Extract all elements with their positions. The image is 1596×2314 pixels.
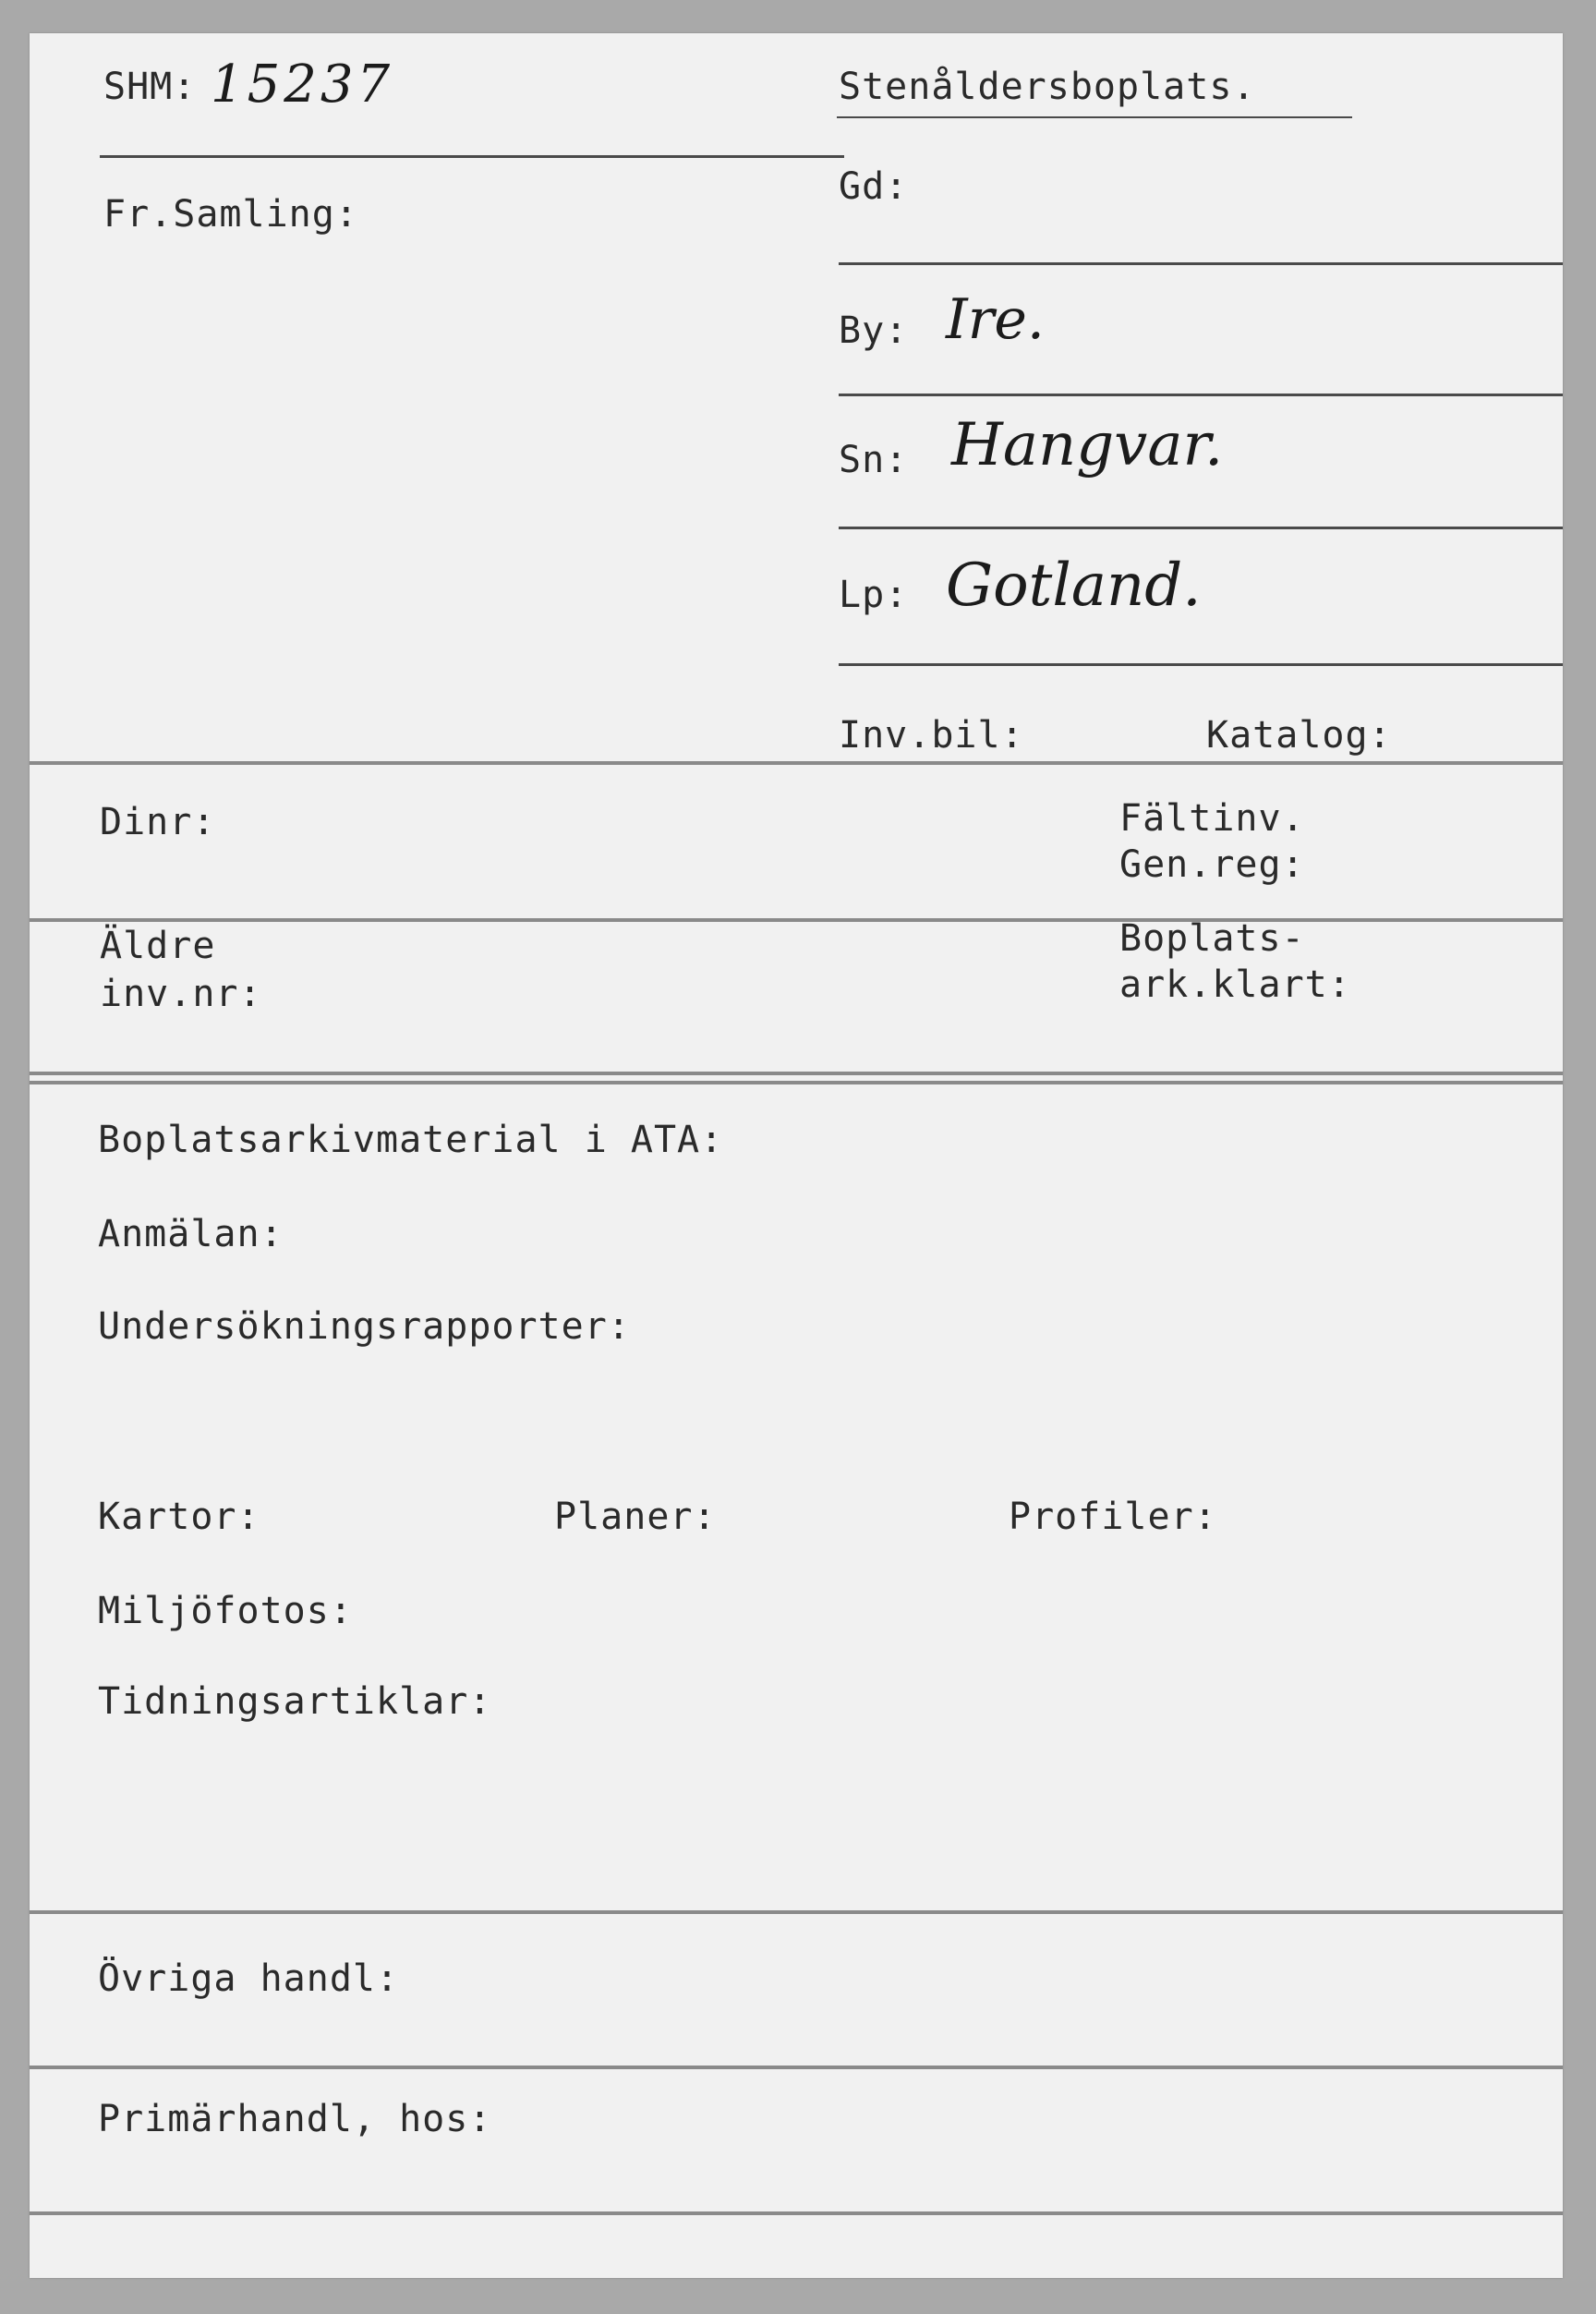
by-value: Ire. [946,287,1045,352]
gd-line [839,262,1563,265]
shm-underline [100,155,844,158]
miljofotos-label: Miljöfotos: [98,1590,353,1632]
by-label: By: [839,309,909,352]
inv-bil-label: Inv.bil: [839,714,1024,757]
lp-label: Lp: [839,574,909,616]
kartor-label: Kartor: [98,1496,260,1538]
ark-klart-label: ark.klart: [1119,963,1351,1006]
gen-reg-label: Gen.reg: [1119,843,1305,886]
anmalan-label: Anmälan: [98,1213,284,1255]
tidningsartiklar-label: Tidningsartiklar: [98,1680,492,1723]
section-divider-3b [30,1081,1563,1084]
catalog-card [30,33,1563,2278]
lp-line [839,663,1563,666]
sn-label: Sn: [839,439,909,481]
section-divider-1 [30,761,1563,765]
lp-value: Gotland. [946,551,1202,620]
undersokningsrapporter-label: Undersökningsrapporter: [98,1305,631,1348]
sn-value: Hangvar. [951,411,1224,479]
shm-number: 15237 [211,55,394,115]
faltinv-label: Fältinv. [1119,797,1305,840]
category-title: Stenåldersboplats. [839,66,1256,108]
shm-label: SHM: [103,66,197,108]
gd-label: Gd: [839,165,909,208]
aldre-label: Äldre [100,925,216,967]
planer-label: Planer: [554,1496,717,1538]
boplats-label: Boplats- [1119,917,1305,960]
section-divider-5 [30,2066,1563,2069]
katalog-label: Katalog: [1206,714,1392,757]
sn-line [839,527,1563,529]
ovriga-handl-label: Övriga handl: [98,1957,400,2000]
section-divider-6 [30,2211,1563,2215]
aldre-inv-nr-label: inv.nr: [100,973,262,1015]
section-divider-2 [30,918,1563,922]
primarhandl-label: Primärhandl, hos: [98,2098,492,2140]
by-line [839,394,1563,396]
section-divider-4 [30,1910,1563,1914]
dinr-label: Dinr: [100,801,216,843]
category-underline [837,116,1352,118]
fr-samling-label: Fr.Samling: [103,193,358,236]
boplatsarkiv-label: Boplatsarkivmaterial i ATA: [98,1119,724,1161]
section-divider-3a [30,1072,1563,1075]
profiler-label: Profiler: [1009,1496,1217,1538]
